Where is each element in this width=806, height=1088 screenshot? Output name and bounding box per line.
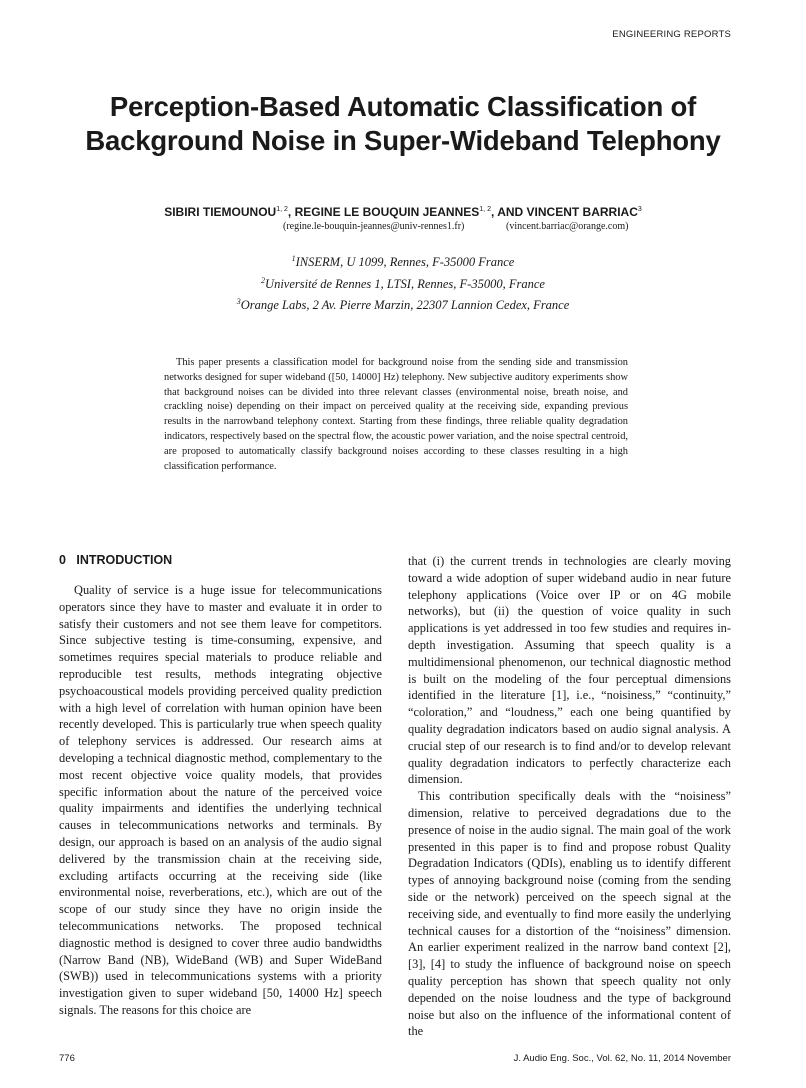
author-email[interactable]: (regine.le-bouquin-jeannes@univ-rennes1.fr) — [283, 221, 465, 232]
author-affiliation-mark: 1, 2 — [276, 206, 288, 213]
author-separator: , — [287, 205, 295, 219]
body-paragraph: Quality of service is a huge issue for telecommunications operators since they have to master and evaluate it in order to satisfy their customers and not see them leave for competitors. Since subjective testing is time-consuming, expensive, and sometimes requires special materials to produce reliable and reproducible test results, methods integrating objective psychoacoustical models providing perceived quality prediction with a high level of correlation with human opinion have been recently developed. This is particularly true when speech quality of telephony services is addressed. Our research aims at developing a technical diagnostic method, complementary to the most recent objective voice quality models, that provides specific information about the nature of the perceived voice quality impairments and identifies the underlying technical causes in telecommunications networks and terminals. By design, our approach is based on an analysis of the audio signal delivered by the transmission chain at the receiving side, excluding artifacts occurring at the receiving side (like environmental noise, reverberations, etc.), which are out of the scope of our study since they have no origin inside the telecommunications networks. The proposed technical diagnostic method is designed to cover three audio bandwidths (Narrow Band (NB), WideBand (WB) and Super WideBand (SWB)) used in telecommunications systems with a priority investigation given to super wideband [50, 14000 Hz] speech signals. The reasons for this choice are — [59, 583, 382, 1017]
running-header: ENGINEERING REPORTS — [612, 29, 731, 40]
author-affiliation-mark: 3 — [637, 206, 642, 213]
body-column-right — [408, 553, 731, 1040]
author-list — [40, 205, 766, 219]
body-paragraph: that (i) the current trends in technologies are clearly moving toward a wide adoption of super wideband audio in near future telephony applications (Voice over IP or on 4G mobile networks), but (ii) the question of voice quality in such applications is yet addressed in too few studies and requires in-depth investigation. Assuming that speech quality is a multidimensional phenomenon, our technical diagnostic method is built on the modeling of the four perceptual dimensions identified in the literature [1], i.e., “noisiness,” “continuity,” “coloration,” and “loudness,” each one being quantified by quality degradation indicators based on audio signal analysis. A crucial step of our research is to find and/or to develop relevant quality degradation indicators to perfectly characterize each dimension. — [408, 554, 731, 787]
author-affiliation-mark: 1, 2 — [479, 206, 491, 213]
title-line-2: Background Noise in Super-Wideband Telephony — [85, 125, 721, 156]
affiliation-number: 1 — [291, 254, 296, 263]
affiliation-line — [40, 250, 766, 272]
title-line-1: Perception-Based Automatic Classification of — [109, 91, 697, 122]
body-column-left — [59, 582, 382, 1019]
affiliation-number: 3 — [236, 297, 241, 306]
author-separator: , AND — [490, 205, 527, 219]
affiliation-text: INSERM, U 1099, Rennes, F-35000 France — [295, 255, 515, 269]
paper-title — [40, 90, 766, 158]
section-number: 0 — [59, 553, 66, 567]
author-name: REGINE LE BOUQUIN JEANNES — [294, 205, 480, 219]
affiliation-line — [40, 272, 766, 294]
affiliation-number: 2 — [261, 275, 266, 285]
author-name: SIBIRI TIEMOUNOU — [164, 205, 277, 219]
affiliation-text: Orange Labs, 2 Av. Pierre Marzin, 22307 Lannion Cedex, France — [240, 298, 570, 312]
journal-citation: J. Audio Eng. Soc., Vol. 62, No. 11, 2014 November — [513, 1053, 731, 1064]
author-email[interactable]: (vincent.barriac@orange.com) — [506, 221, 629, 232]
section-heading — [59, 553, 172, 567]
body-paragraph: This contribution specifically deals with the “noisiness” dimension, relative to perceived degradations due to the presence of noise in the audio signal. The main goal of the work presented in this paper is to find and propose robust Quality Degradation Indicators (QDIs), enabling us to identify different types of annoying background noise (coming from the sending side or the network) perceived on the speech signal at the receiving side, and eventually to find more easily the underlying technical causes for a distortion of the “noisiness” dimension. An earlier experiment realized in the narrow band context [2], [3], [4] to study the influence of background noise on speech quality perception has shown that speech quality not only depended on the noise loudness and the type of background noise but also on the influence of the informational content of the — [408, 789, 731, 1039]
abstract: This paper presents a classification model for background noise from the sending side and transmission networks designed for super wideband ([50, 14000] Hz) telephony. New subjective auditory experiments show that background noises can be divided into three relevant classes (environmental noise, breath noise, and crackling noise) depending on their impact on perceived quality at the receiving side, expanding previous results in the narrowband telephony context. Starting from these findings, three reliable quality degradation indicators, respectively based on the spectral flow, the acoustic power variation, and the noise spectral centroid, are proposed to automatically classify background noises according to these classes resulting in a high classification performance. — [164, 357, 628, 472]
affiliation-text: Université de Rennes 1, LTSI, Rennes, F-35000, France — [265, 276, 545, 291]
page-number: 776 — [59, 1053, 75, 1064]
affiliations — [40, 250, 766, 315]
section-title-text: INTRODUCTION — [76, 553, 173, 567]
affiliation-line — [40, 293, 766, 315]
author-name: VINCENT BARRIAC — [526, 205, 638, 219]
